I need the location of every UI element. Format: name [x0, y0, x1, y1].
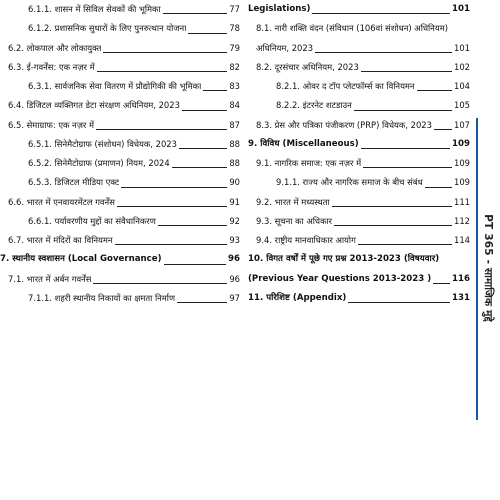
toc-page-number: 104	[454, 81, 470, 91]
toc-entry[interactable]	[248, 116, 470, 135]
toc-entry-title: 6.5.2. सिनेमैटोग्राफ (प्रमाणन) नियम, 2024	[28, 158, 170, 168]
toc-entry[interactable]	[248, 19, 470, 38]
toc-entry[interactable]	[248, 154, 470, 173]
side-running-title: PT 365 - सामाजिक मुद्दे	[482, 214, 494, 322]
toc-entry[interactable]	[248, 231, 470, 250]
toc-page-number: 83	[229, 81, 240, 91]
toc-entry[interactable]	[0, 154, 240, 173]
toc-entry[interactable]	[248, 193, 470, 212]
toc-entry[interactable]	[248, 270, 470, 289]
toc-entry[interactable]	[0, 173, 240, 192]
toc-page-number: 96	[229, 273, 240, 284]
toc-entry-title: 6.5.3. डिजिटल मीडिया एक्ट	[28, 177, 120, 188]
toc-entry[interactable]	[0, 58, 240, 77]
toc-entry-title: (Previous Year Questions 2013-2023 )	[248, 273, 432, 284]
toc-page-number: 82	[229, 61, 240, 72]
toc-leader-line	[315, 52, 452, 53]
toc-leader-line	[312, 13, 450, 14]
toc-entry-title: 6.5. सेमाग्राफ: एक नज़र में	[8, 119, 94, 130]
toc-page-number: 101	[454, 42, 470, 53]
toc-entry-title: 10. विगत वर्षों में पूछे गए प्रश्न 2013-2023 (विषयवार)	[248, 254, 440, 265]
toc-page-number: 107	[454, 119, 470, 130]
toc-page-number: 90	[229, 177, 240, 188]
toc-leader-line	[117, 206, 227, 207]
toc-page-number: 109	[452, 138, 470, 149]
toc-page-number: 101	[452, 4, 470, 14]
toc-leader-line	[334, 225, 452, 226]
toc-entry[interactable]	[0, 39, 240, 58]
toc-entry-title: 6.3. ई-गवर्नेंस: एक नज़र में	[8, 61, 95, 72]
toc-leader-line	[188, 33, 227, 34]
toc-entry-title: 8.2.2. इंटरनेट शटडाउन	[276, 100, 352, 111]
toc-leader-line	[434, 129, 452, 130]
toc-entry-title: 6.1.1. शासन में सिविल सेवकों की भूमिका	[28, 4, 161, 14]
toc-entry[interactable]	[0, 193, 240, 212]
toc-leader-line	[163, 13, 228, 14]
toc-entry[interactable]	[248, 96, 470, 115]
toc-entry-title: 6.3.1. सार्वजनिक सेवा वितरण में प्रौद्योगिकी की भूमिका	[28, 81, 202, 91]
toc-leader-line	[348, 302, 450, 303]
toc-page-number: 105	[454, 100, 470, 111]
toc-entry-title: 8.2. दूरसंचार अधिनियम, 2023	[256, 61, 359, 72]
toc-entry-title: 6.4. डिजिटल व्यक्तिगत डेटा संरक्षण अधिनियम, 2023	[8, 100, 180, 111]
toc-entry[interactable]	[0, 96, 240, 115]
toc-entry[interactable]	[0, 135, 240, 154]
toc-entry[interactable]	[0, 270, 240, 289]
toc-entry[interactable]	[248, 250, 470, 269]
toc-entry[interactable]	[0, 289, 240, 308]
toc-page-number: 112	[454, 215, 470, 226]
toc-leader-line	[417, 90, 452, 91]
toc-page-number: 97	[229, 292, 240, 303]
toc-entry-title: 9.1. नागरिक समाज: एक नज़र में	[256, 158, 362, 168]
toc-leader-line	[158, 225, 228, 226]
toc-entry-title: 9.4. राष्ट्रीय मानवाधिकार आयोग	[256, 235, 356, 245]
toc-leader-line	[177, 302, 227, 303]
toc-entry-title: Legislations)	[248, 4, 311, 14]
toc-entry-title: 9.3. सूचना का अधिकार	[256, 215, 333, 226]
toc-page-number: 78	[229, 23, 240, 34]
toc-page-number: 84	[229, 100, 240, 111]
toc-entry[interactable]	[248, 0, 470, 19]
toc-entry[interactable]	[0, 0, 240, 19]
toc-entry-title: 6.6. भारत में एनवायरमेंटल गवर्नेंस	[8, 196, 115, 207]
toc-entry-title: 7. स्थानीय स्वशासन (Local Governance)	[0, 254, 162, 265]
toc-page-number: 77	[229, 4, 240, 14]
toc-entry[interactable]	[248, 289, 470, 308]
toc-entry[interactable]	[0, 77, 240, 96]
toc-leader-line	[182, 110, 227, 111]
toc-entry-title: 9.1.1. राज्य और नागरिक समाज के बीच संबंध	[276, 177, 423, 188]
toc-entry-title: 6.6.1. पर्यावरणीय मुद्दों का संवैधानिकरण	[28, 215, 156, 226]
toc-entry-title: 9.2. भारत में मध्यस्थता	[256, 196, 330, 207]
toc-leader-line	[115, 244, 228, 245]
toc-right-column	[248, 0, 470, 308]
toc-entry[interactable]	[0, 19, 240, 38]
toc-entry-title: 6.2. लोकपाल और लोकायुक्त	[8, 42, 102, 53]
toc-leader-line	[361, 148, 450, 149]
toc-leader-line	[164, 264, 227, 265]
toc-page-number: 109	[454, 158, 470, 168]
toc-leader-line	[121, 187, 227, 188]
toc-entry[interactable]	[0, 212, 240, 231]
toc-entry[interactable]	[0, 231, 240, 250]
toc-page-number: 114	[454, 235, 470, 245]
toc-page-number: 87	[229, 119, 240, 130]
toc-entry-title: 6.5.1. सिनेमैटोग्राफ (संशोधन) विधेयक, 2023	[28, 138, 177, 149]
toc-leader-line	[97, 71, 228, 72]
toc-entry-title: 8.1. नारी शक्ति वंदन (संविधान (106वां संशोधन) अधिनियम)	[256, 23, 448, 34]
toc-page-number: 111	[454, 196, 470, 207]
toc-leader-line	[179, 148, 227, 149]
toc-entry[interactable]	[248, 58, 470, 77]
toc-page-number: 88	[229, 138, 240, 149]
toc-entry-title: 8.3. प्रेस और पत्रिका पंजीकरण (PRP) विधेयक, 2023	[256, 119, 432, 130]
toc-page-number: 88	[229, 158, 240, 168]
toc-page-number: 92	[229, 215, 240, 226]
toc-leader-line	[203, 90, 227, 91]
toc-entry[interactable]	[248, 173, 470, 192]
toc-leader-line	[361, 71, 452, 72]
toc-entry[interactable]	[0, 116, 240, 135]
toc-leader-line	[425, 187, 452, 188]
toc-leader-line	[103, 52, 227, 53]
toc-entry[interactable]	[248, 77, 470, 96]
toc-entry-title: अधिनियम, 2023	[256, 42, 314, 53]
toc-leader-line	[433, 283, 450, 284]
toc-entry[interactable]	[0, 250, 240, 269]
toc-page-number: 93	[229, 235, 240, 245]
toc-left-column	[0, 0, 240, 308]
toc-page-number: 102	[454, 61, 470, 72]
toc-leader-line	[354, 110, 452, 111]
toc-page-number: 116	[452, 273, 470, 284]
toc-entry[interactable]	[248, 39, 470, 58]
toc-entry[interactable]	[248, 212, 470, 231]
toc-leader-line	[96, 129, 227, 130]
toc-entry-title: 6.7. भारत में मंदिरों का विनियमन	[8, 235, 113, 245]
toc-leader-line	[358, 244, 452, 245]
toc-leader-line	[93, 283, 227, 284]
toc-entry-title: 9. विविध (Miscellaneous)	[248, 138, 359, 149]
toc-entry[interactable]	[248, 135, 470, 154]
toc-page-number: 131	[452, 292, 470, 303]
toc-entry-title: 7.1.1. शहरी स्थानीय निकायों का क्षमता निर्माण	[28, 292, 176, 303]
side-accent-rule	[476, 118, 478, 420]
toc-page-number: 91	[229, 196, 240, 207]
toc-entry-title: 6.1.2. प्रशासनिक सुधारों के लिए पुनरुत्थान योजना	[28, 23, 187, 34]
toc-page-number: 96	[228, 254, 240, 265]
toc-page-number: 79	[229, 42, 240, 53]
toc-page-number: 109	[454, 177, 470, 188]
toc-entry-title: 11. परिशिष्ट (Appendix)	[248, 292, 347, 303]
toc-leader-line	[363, 167, 452, 168]
toc-leader-line	[172, 167, 228, 168]
toc-entry-title: 8.2.1. ओवर द टॉप प्लेटफॉर्म्स का विनियमन	[276, 81, 415, 91]
toc-entry-title: 7.1. भारत में अर्बन गवर्नेंस	[8, 273, 92, 284]
toc-leader-line	[332, 206, 452, 207]
